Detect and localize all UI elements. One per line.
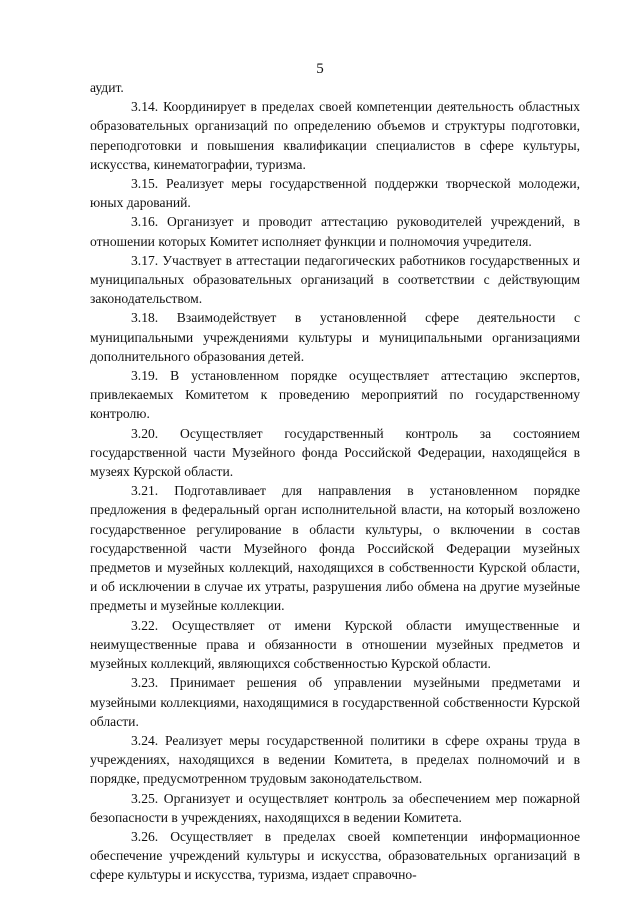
paragraph-3-19: 3.19. В установленном порядке осуществляет аттестацию экспертов, привлекаемых Комитетом к проведению мероприятий по государственному контролю. <box>90 368 580 422</box>
paragraph-3-21: 3.21. Подготавливает для направления в установленном порядке предложения в федеральный орган исполнительной власти, на который возложено государственное регулирование в области культуры, о включении в состав государственной части Музейного фонда Российской Федерации музейных предметов и музейных коллекций, находящихся в собственности Курской области, и об исключении в случае их утраты, разрушения либо обмена на другие музейные предметы и музейные коллекции. <box>90 483 580 614</box>
paragraph-3-16: 3.16. Организует и проводит аттестацию руководителей учреждений, в отношении которых Комитет исполняет функции и полномочия учредителя. <box>90 214 580 249</box>
paragraph-3-22: 3.22. Осуществляет от имени Курской области имущественные и неимущественные права и обязанности в отношении музейных предметов и музейных коллекций, являющихся собственностью Курской области. <box>90 617 580 672</box>
paragraph-3-15: 3.15. Реализует меры государственной поддержки творческой молодежи, юных дарований. <box>90 176 580 211</box>
paragraph-3-20: 3.20. Осуществляет государственный контроль за состоянием государственной части Музейного фонда Российской Федерации, находящейся в музеях Курской области. <box>90 425 580 480</box>
paragraph-3-14: 3.14. Координирует в пределах своей компетенции деятельность областных образовательных организаций по определению объемов и структуры подготовки, переподготовки и повышения квалификации специалистов в сфере культуры, искусства, кинематографии, туризма. <box>90 99 580 172</box>
paragraph-3-18: 3.18. Взаимодействует в установленной сфере деятельности с муниципальными учреждениями культуры и муниципальными организациями дополнительного образования детей. <box>90 310 580 364</box>
paragraph-3-24: 3.24. Реализует меры государственной политики в сфере охраны труда в учреждениях, находящихся в ведении Комитета, в пределах полномочий и в порядке, предусмотренном трудовым законодательством. <box>90 732 580 787</box>
paragraph-3-23: 3.23. Принимает решения об управлении музейными предметами и музейными коллекциями, находящимися в государственной собственности Курской области. <box>90 675 580 729</box>
paragraph-3-25: 3.25. Организует и осуществляет контроль за обеспечением мер пожарной безопасности в учреждениях, находящихся в ведении Комитета. <box>90 790 580 825</box>
document-body <box>90 78 580 885</box>
paragraph-3-17: 3.17. Участвует в аттестации педагогических работников государственных и муниципальных образовательных организаций в соответствии с действующим законодательством. <box>90 252 580 307</box>
page-number: 5 <box>316 61 324 77</box>
paragraph-audit-continuation: аудит. <box>90 80 124 95</box>
paragraph-3-26: 3.26. Осуществляет в пределах своей компетенции информационное обеспечение учреждений культуры и искусства, образовательных организаций в сфере культуры и искусства, туризма, издает справочно- <box>90 828 580 883</box>
